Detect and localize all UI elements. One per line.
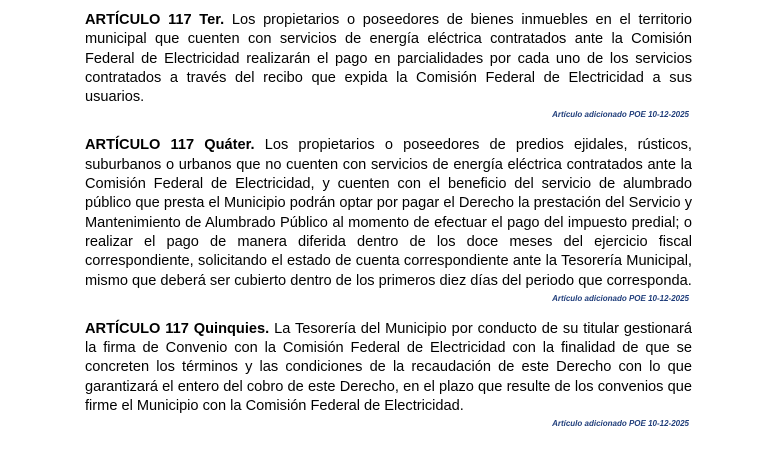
article-117-quater	[85, 136, 692, 303]
document-page	[85, 11, 692, 429]
article-117-ter	[85, 11, 692, 120]
article-paragraph	[85, 11, 692, 107]
article-body: Los propietarios o poseedores de bienes inmuebles en el territorio municipal que cuenten con servicios de energía eléctrica contratados ante la Comisión Federal de Electricidad realizarán el pago en parcialidades por cada uno de los servicios contratados a través del recibo que expida la Comisión Federal de Electricidad a sus usuarios.	[85, 12, 693, 106]
amendment-note: Artículo adicionado POE 10-12-2025	[552, 110, 689, 120]
article-heading: ARTÍCULO 117 Quáter.	[85, 137, 255, 154]
article-117-quinquies	[85, 320, 692, 429]
amendment-note: Artículo adicionado POE 10-12-2025	[552, 419, 689, 429]
article-body: Los propietarios o poseedores de predios ejidales, rústicos, suburbanos o urbanos que no cuenten con servicios de energía eléctrica contratados ante la Comisión Federal de Electricidad, y cuenten con el beneficio del servicio de alumbrado público que presta el Municipio podrán optar por pagar el Derecho la prestación del Servicio y Mantenimiento de Alumbrado Público al momento de efectuar el pago del impuesto predial; o realizar el pago de manera diferida dentro de los doce meses del ejercicio fiscal correspondiente, solicitando el estado de cuenta correspondiente ante la Tesorería Municipal, mismo que deberá ser cubierto dentro de los primeros diez días del periodo que corresponda.	[85, 137, 692, 289]
article-heading: ARTÍCULO 117 Ter.	[85, 12, 225, 28]
article-body: La Tesorería del Municipio por conducto de su titular gestionará la firma de Convenio con la Comisión Federal de Electricidad con la finalidad de que se concreten los términos y las condiciones de la recaudación de este Derecho con lo que garantizará el entero del cobro de este Derecho, en el plazo que resulte de los convenios que firme el Municipio con la Comisión Federal de Electricidad.	[85, 320, 693, 415]
article-heading: ARTÍCULO 117 Quinquies.	[85, 320, 270, 337]
article-paragraph	[85, 136, 692, 290]
article-paragraph	[85, 320, 692, 416]
amendment-note: Artículo adicionado POE 10-12-2025	[552, 293, 689, 303]
